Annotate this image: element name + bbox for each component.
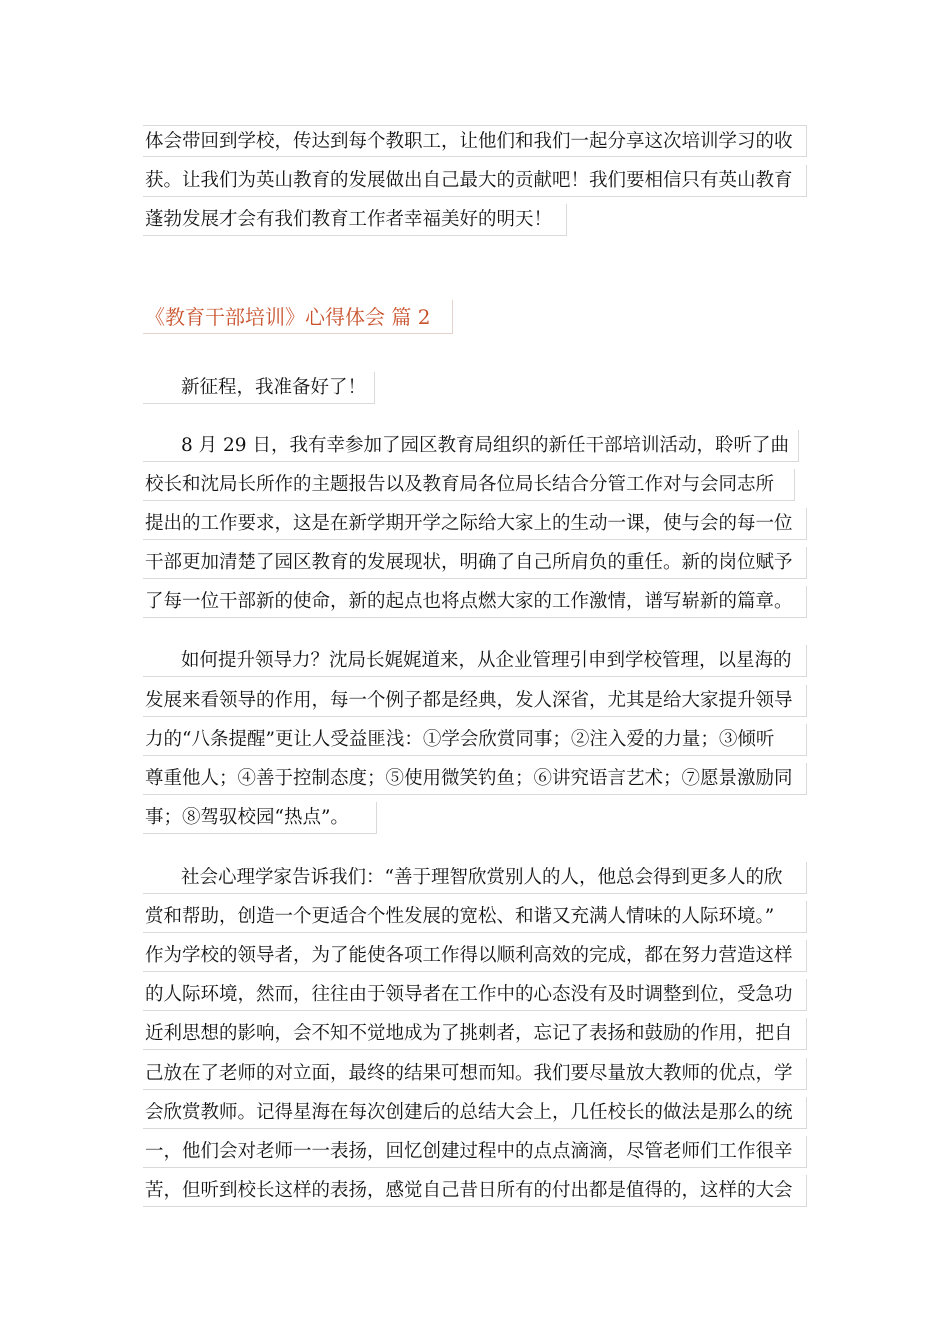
- intro-line-3: 蓬勃发展才会有我们教育工作者幸福美好的明天！: [143, 204, 567, 236]
- subtitle: 新征程，我准备好了！: [143, 372, 375, 404]
- intro-line-1: 体会带回到学校，传达到每个教职工，让他们和我们一起分享这次培训学习的收: [143, 125, 807, 157]
- paragraph3-line-4: 的人际环境，然而，往往由于领导者在工作中的心态没有及时调整到位，受急功: [143, 979, 807, 1011]
- paragraph2-line-5: 事；⑧驾驭校园“热点”。: [143, 802, 377, 834]
- paragraph2-line-4: 尊重他人；④善于控制态度；⑤使用微笑钓鱼；⑥讲究语言艺术；⑦愿景激励同: [143, 763, 807, 795]
- section-title: 《教育干部培训》心得体会 篇 2: [143, 300, 453, 334]
- paragraph1-line-4: 干部更加清楚了园区教育的发展现状，明确了自己所肩负的重任。新的岗位赋予: [143, 547, 807, 579]
- paragraph3-line-3: 作为学校的领导者，为了能使各项工作得以顺利高效的完成，都在努力营造这样: [143, 940, 807, 972]
- paragraph1-line-5: 了每一位干部新的使命，新的起点也将点燃大家的工作激情，谱写崭新的篇章。: [143, 586, 807, 618]
- paragraph2-line-1: 如何提升领导力？沈局长娓娓道来，从企业管理引申到学校管理，以星海的: [143, 645, 807, 677]
- paragraph1-line-2: 校长和沈局长所作的主题报告以及教育局各位局长结合分管工作对与会同志所: [143, 469, 795, 501]
- paragraph3-line-7: 会欣赏教师。记得星海在每次创建后的总结大会上，几任校长的做法是那么的统: [143, 1097, 807, 1129]
- paragraph2-line-3: 力的“八条提醒”更让人受益匪浅：①学会欣赏同事；②注入爱的力量；③倾听: [143, 724, 807, 756]
- intro-line-2: 获。让我们为英山教育的发展做出自己最大的贡献吧！我们要相信只有英山教育: [143, 165, 807, 197]
- paragraph3-line-9: 苦，但听到校长这样的表扬，感觉自己昔日所有的付出都是值得的，这样的大会: [143, 1175, 807, 1207]
- paragraph1-line-3: 提出的工作要求，这是在新学期开学之际给大家上的生动一课，使与会的每一位: [143, 508, 807, 540]
- paragraph3-line-8: 一，他们会对老师一一表扬，回忆创建过程中的点点滴滴，尽管老师们工作很辛: [143, 1136, 807, 1168]
- paragraph3-line-6: 己放在了老师的对立面，最终的结果可想而知。我们要尽量放大教师的优点，学: [143, 1058, 807, 1090]
- paragraph2-line-2: 发展来看领导的作用，每一个例子都是经典，发人深省，尤其是给大家提升领导: [143, 685, 807, 717]
- paragraph3-line-1: 社会心理学家告诉我们：“善于理智欣赏别人的人，他总会得到更多人的欣: [143, 862, 807, 894]
- paragraph3-line-5: 近利思想的影响，会不知不觉地成为了挑刺者，忘记了表扬和鼓励的作用，把自: [143, 1018, 807, 1050]
- paragraph3-line-2: 赏和帮助，创造一个更适合个性发展的宽松、和谐又充满人情味的人际环境。”: [143, 901, 807, 933]
- paragraph1-line-1: 8 月 29 日，我有幸参加了园区教育局组织的新任干部培训活动，聆听了曲: [143, 430, 799, 462]
